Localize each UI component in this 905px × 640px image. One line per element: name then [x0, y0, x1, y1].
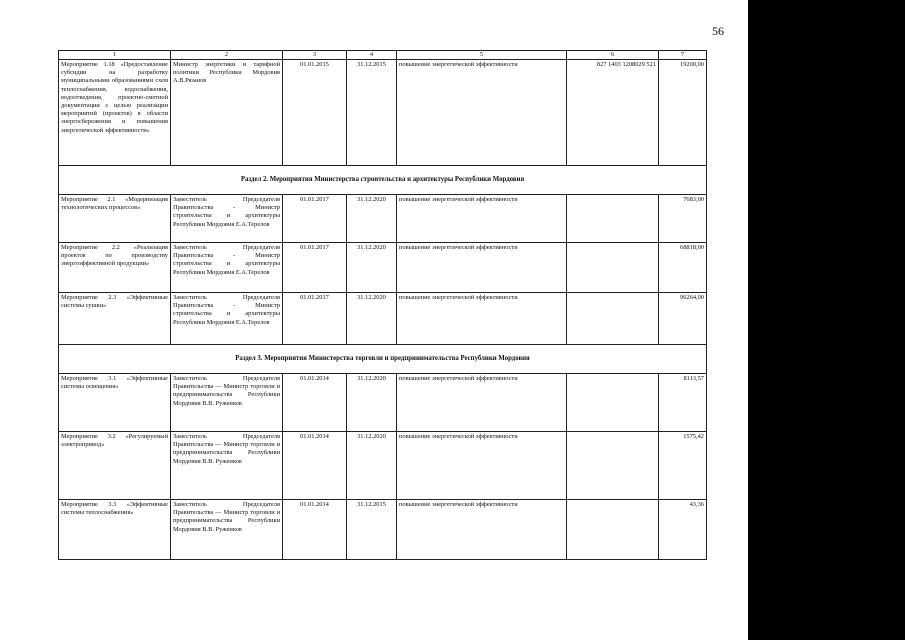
page-number: 56	[712, 24, 724, 38]
result-cell: повышение энергетической эффективности	[397, 60, 567, 166]
end-date-cell: 31.12.2020	[347, 374, 397, 432]
budget-code-cell	[567, 195, 659, 243]
result-cell: повышение энергетической эффективности	[397, 293, 567, 345]
amount-cell: 1575,42	[659, 432, 707, 500]
result-cell: повышение энергетической эффективности	[397, 243, 567, 293]
end-date-cell: 31.12.2020	[347, 243, 397, 293]
amount-cell: 68818,00	[659, 243, 707, 293]
budget-code-cell: 827 1403 1208029 521	[567, 60, 659, 166]
amount-cell: 96264,00	[659, 293, 707, 345]
start-date-cell: 01.01.2015	[283, 60, 347, 166]
budget-code-cell	[567, 432, 659, 500]
event-cell: Мероприятие 2.1 «Модернизация технологических процессов»	[59, 195, 171, 243]
start-date-cell: 01.01.2014	[283, 500, 347, 560]
event-cell: Мероприятие 3.1 «Эффективные системы освещения»	[59, 374, 171, 432]
col-number: 6	[567, 51, 659, 60]
responsible-cell: Заместитель Председателя Правительства — Министр торговли и предпринимательства Республики Мордовия В.В. Руженков	[171, 500, 283, 560]
result-cell: повышение энергетической эффективности	[397, 500, 567, 560]
responsible-cell: Министр энергетики и тарифной политики Республики Мордовия А.В.Рязанов	[171, 60, 283, 166]
end-date-cell: 31.12.2015	[347, 500, 397, 560]
column-number-row	[59, 51, 707, 60]
table-row	[59, 293, 707, 345]
event-cell: Мероприятие 3.3 «Эффективные системы теплоснабжения»	[59, 500, 171, 560]
start-date-cell: 01.01.2014	[283, 432, 347, 500]
table-row	[59, 432, 707, 500]
section-3-title: Раздел 3. Мероприятия Министерства торговли и предпринимательства Республики Мордовия	[59, 345, 707, 374]
end-date-cell: 31.12.2020	[347, 432, 397, 500]
start-date-cell: 01.01.2014	[283, 374, 347, 432]
budget-code-cell	[567, 500, 659, 560]
amount-cell: 19200,00	[659, 60, 707, 166]
responsible-cell: Заместитель Председателя Правительства - Министр строительства и архитектуры Республики Мордовия Е.А.Терелов	[171, 243, 283, 293]
amount-cell: 43,36	[659, 500, 707, 560]
col-number: 1	[59, 51, 171, 60]
budget-code-cell	[567, 243, 659, 293]
col-number: 4	[347, 51, 397, 60]
start-date-cell: 01.01.2017	[283, 195, 347, 243]
table-row	[59, 60, 707, 166]
responsible-cell: Заместитель Председателя Правительства — Министр торговли и предпринимательства Республики Мордовия В.В. Руженков	[171, 432, 283, 500]
table-row	[59, 243, 707, 293]
start-date-cell: 01.01.2017	[283, 293, 347, 345]
section-heading-row	[59, 166, 707, 195]
budget-code-cell	[567, 374, 659, 432]
end-date-cell: 31.12.2020	[347, 293, 397, 345]
event-cell: Мероприятие 2.3 «Эффективные системы сушки»	[59, 293, 171, 345]
table-row	[59, 500, 707, 560]
end-date-cell: 31.12.2015	[347, 60, 397, 166]
col-number: 5	[397, 51, 567, 60]
event-cell: Мероприятие 1.18 «Предоставление субсидии на разработку муниципальными образованиями схем теплоснабжения, водоснабжения, водоотведения, проектно-сметной документации с целью реализации мероприятий (проектов) в области энергосбережения и повышения энергетической эффективности»	[59, 60, 171, 166]
start-date-cell: 01.01.2017	[283, 243, 347, 293]
amount-cell: 8113,57	[659, 374, 707, 432]
end-date-cell: 31.12.2020	[347, 195, 397, 243]
result-cell: повышение энергетической эффективности	[397, 432, 567, 500]
event-cell: Мероприятие 3.2 «Регулируемый электропривод»	[59, 432, 171, 500]
scan-black-margin	[748, 0, 905, 640]
col-number: 7	[659, 51, 707, 60]
responsible-cell: Заместитель Председателя Правительства - Министр строительства и архитектуры Республики Мордовия Е.А.Терелов	[171, 293, 283, 345]
section-heading-row	[59, 345, 707, 374]
result-cell: повышение энергетической эффективности	[397, 195, 567, 243]
table-row	[59, 195, 707, 243]
amount-cell: 7683,00	[659, 195, 707, 243]
table-row	[59, 374, 707, 432]
budget-code-cell	[567, 293, 659, 345]
section-2-title: Раздел 2. Мероприятия Министерства строительства и архитектуры Республики Мордовия	[59, 166, 707, 195]
result-cell: повышение энергетической эффективности	[397, 374, 567, 432]
responsible-cell: Заместитель Председателя Правительства — Министр торговли и предпринимательства Республики Мордовия В.В. Руженков	[171, 374, 283, 432]
responsible-cell: Заместитель Председателя Правительства - Министр строительства и архитектуры Республики Мордовия Е.А.Терелов	[171, 195, 283, 243]
measures-table	[58, 50, 707, 560]
col-number: 3	[283, 51, 347, 60]
event-cell: Мероприятие 2.2 «Реализация проектов по производству энергоэффективной продукции»	[59, 243, 171, 293]
col-number: 2	[171, 51, 283, 60]
